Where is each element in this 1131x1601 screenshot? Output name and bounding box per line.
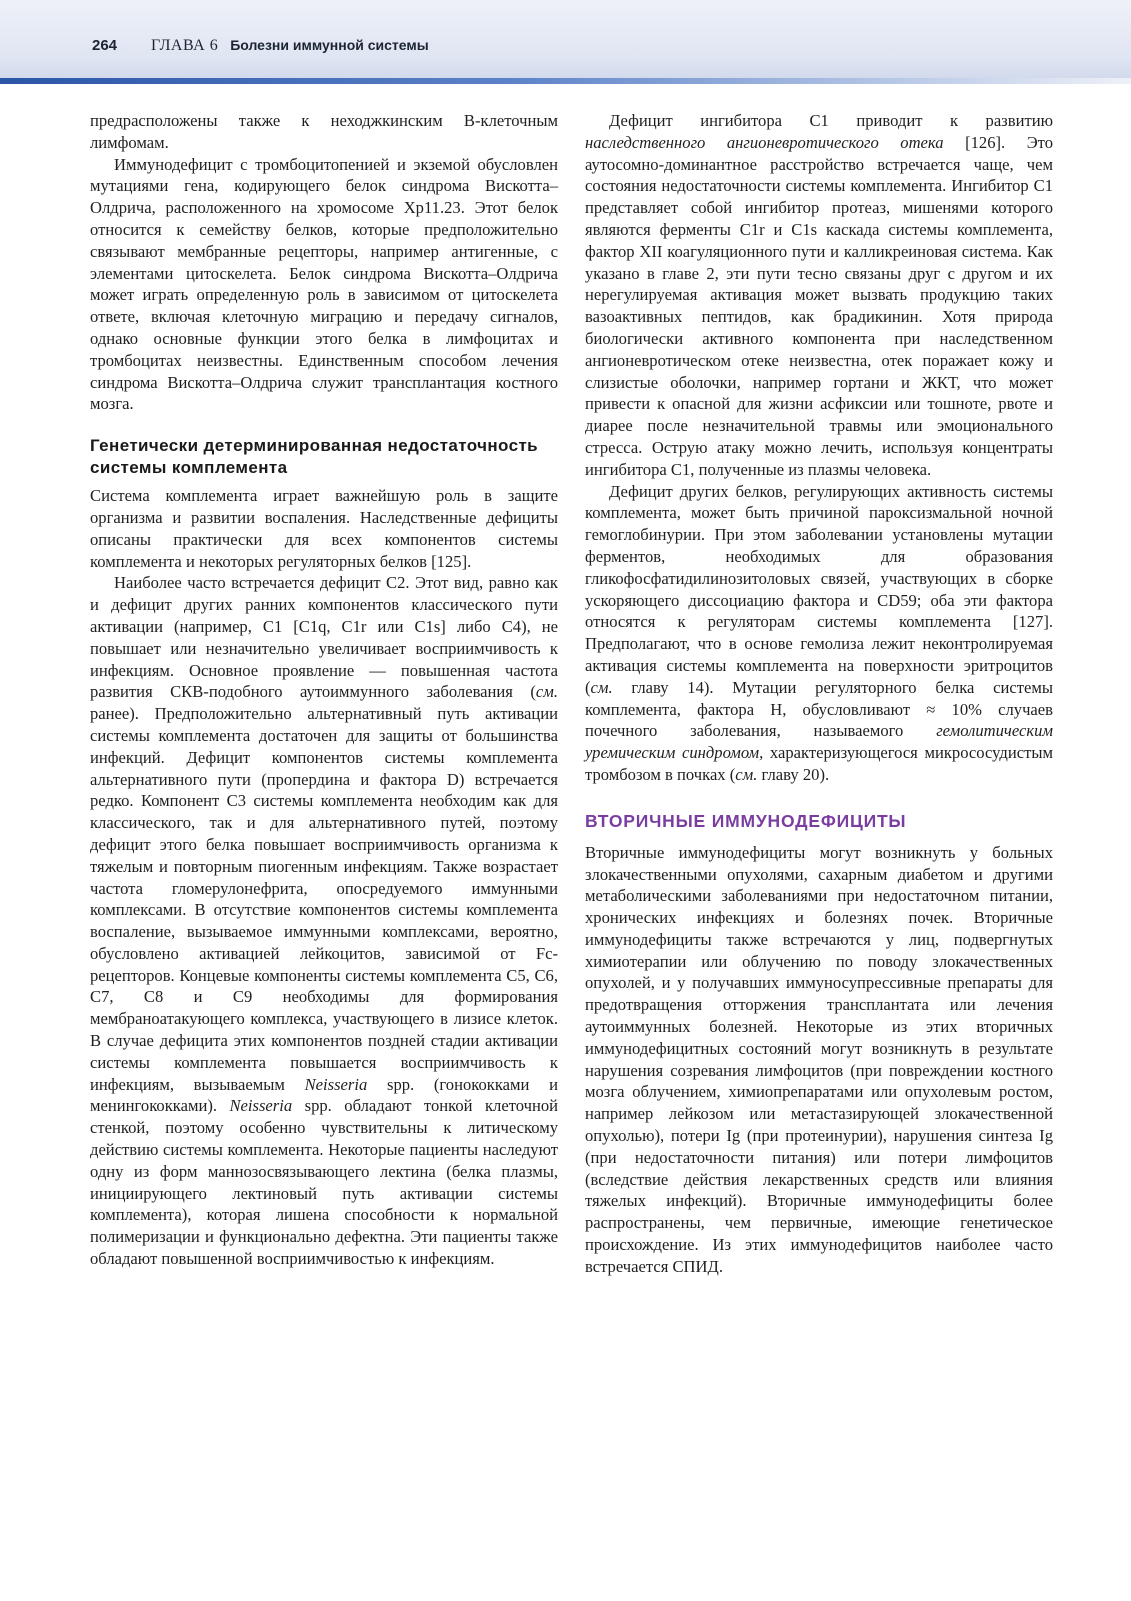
page-number: 264 — [92, 37, 118, 54]
italic-term: гемолитическим уремическим синдромом, — [585, 721, 1053, 763]
text-run: главу 14). Мутации регуляторного белка системы комплемента, фактора Н, обусловливают ≈ 10% случаев почечного заболевания, называемого — [585, 677, 1053, 741]
text-run: spp. (гонококками и менингококками). — [90, 1074, 558, 1116]
italic-run: см. — [735, 764, 758, 784]
paragraph: предрасположены также к неходжкинским В-клеточным лимфомам. — [90, 111, 558, 152]
right-column — [585, 110, 1053, 1278]
running-head — [92, 37, 429, 59]
chapter-label: ГЛАВА 6 — [151, 37, 219, 54]
italic-term: наследственного ангионевротического отека — [585, 132, 944, 152]
text-run: характеризующегося микрососудистым тромбозом в почках ( — [585, 743, 1053, 784]
paragraph — [90, 572, 558, 1270]
paragraph: Система комплемента играет важнейшую роль в защите организма и развитии воспаления. Наследственные дефициты описаны практически для всех компонентов системы комплемента и некоторых регуляторных белков [125]. — [90, 486, 558, 571]
text-run: главу 20). — [757, 764, 830, 784]
header-rule — [0, 78, 1131, 84]
text-run: spp. обладают тонкой клеточной стенкой, поэтому особенно чувствительны к литическому действию системы комплемента. Некоторые пациенты наследуют одну из форм маннозосвязывающего лектина (белка плазмы, инициирующего лектиновый путь активации системы комплемента), которая лишена способности к нормальной полимеризации и функционально дефектна. Эти пациенты также обладают повышенной восприимчивостью к инфекциям. — [90, 1096, 559, 1269]
text-run: Наиболее часто встречается дефицит С2. Этот вид, равно как и дефицит других ранних компонентов классического пути активации (например, С1 [С1q, С1r или С1s] либо С4), не повышает или незначительно увеличивает восприимчивость к инфекциям. Основное проявление — повышенная частота развития СКВ-подобного аутоиммунного заболевания ( — [90, 573, 558, 702]
text-run: ранее). Предположительно альтернативный путь активации системы комплемента достаточен для защиты от большинства инфекций. Дефицит компонентов системы комплемента альтернативного пути (пропердина и фактора D) встречается редко. Компонент С3 системы комплемента необходим как для классического, так и для альтернативного путей, поэтому дефицит этого белка повышает восприимчивость организма к тяжелым и повторным пиогенным инфекциям. Также возрастает частота гломерулонефрита, опосредуемого иммунными комплексами. В отсутствие компонентов системы комплемента воспаление, вызываемое иммунными комплексами, вероятно, обусловлено активацией лейкоцитов, зависимой от Fc-рецепторов. Концевые компоненты системы комплемента С5, С6, С7, С8 и С9 необходимы для формирования мембраноатакующего комплекса, участвующего в лизисе клеток. В случае дефицита этих компонентов поздней стадии активации системы комплемента повышается восприимчивость к инфекциям, вызываемым — [90, 704, 558, 1094]
italic-run: см. — [590, 677, 613, 697]
italic-run: Neisseria — [229, 1096, 293, 1116]
italic-run: Neisseria — [304, 1074, 368, 1094]
paragraph: Иммунодефицит с тромбоцитопенией и экземой обусловлен мутациями гена, кодирующего белок синдрома Вискотта–Олдрича, расположенного на хромосоме Xp11.23. Этот белок относится к семейству белков, которые предположительно связывают мембранные рецепторы, например антигенные, с элементами цитоскелета. Белок синдрома Вискотта–Олдрича может играть определенную роль в зависимом от цитоскелета ответе, включая клеточную миграцию и передачу сигналов, однако основные функции этого белка в лимфоцитах и тромбоцитах неизвестны. Единственным способом лечения синдрома Вискотта–Олдрича служит трансплантация костного мозга. — [90, 154, 558, 414]
italic-run: см. — [535, 682, 558, 702]
text-run: [126]. Это аутосомно-доминантное расстройство встречается чаще, чем состояния недостаточности системы комплемента. Ингибитор С1 представляет собой ингибитор протеаз, мишенями которого являются ферменты С1r и С1s каскада системы комплемента, фактор XII коагуляционного пути и калликреиновая система. Как указано в главе 2, эти пути тесно связаны друг с другом и их нерегулируемая активация может вызвать продукцию таких вазоактивных пептидов, как брадикинин. Хотя природа биологически активного компонента при наследственном ангионевротическом отеке неизвестна, отек поражает кожу и слизистые оболочки, например гортани и ЖКТ, что может привести к опасной для жизни асфиксии или тошноте, рвоте и диарее после незначительной травмы или эмоционального стресса. Острую атаку можно лечить, используя концентраты ингибитора С1, полученные из плазмы человека. — [585, 132, 1053, 479]
text-run: Дефицит других белков, регулирующих активность системы комплемента, может быть причиной пароксизмальной ночной гемоглобинурии. При этом заболевании установлены мутации ферментов, необходимых для образования гликофосфатидилинозитоловых связей, участвующих в сборке ускоряющего диссоциацию фактора и CD59; оба эти фактора относятся к регуляторам системы комплемента [127]. Предполагают, что в основе гемолиза лежит неконтролируемая активация системы комплемента на поверхности эритроцитов ( — [585, 481, 1053, 697]
text-run: Дефицит ингибитора С1 приводит к развитию — [609, 111, 1053, 130]
subsection-heading: Генетически детерминированная недостаточность системы комплемента — [90, 436, 539, 478]
paragraph: Вторичные иммунодефициты могут возникнуть у больных злокачественными опухолями, сахарным диабетом и другими метаболическими заболеваниями при недостаточном питании, хронических инфекциях и болезнях почек. Вторичные иммунодефициты также встречаются у лиц, подвергнутых химиотерапии или облучению по поводу злокачественных опухолей, и у получавших иммуносупрессивные препараты для предотвращения отторжения трансплантата или лечения аутоиммунных болезней. Некоторые из этих вторичных иммунодефицитных состояний могут возникнуть в результате нарушения созревания лимфоцитов (при повреждении костного мозга облучением, химиопрепаратами или опухолевым ростом, например лейкозом или метастазирующей злокачественной опухолью), потери Ig (при протеинурии), нарушения синтеза Ig (при недостаточности питания) или потери лимфоцитов (вследствие действия лекарственных средств или влияния тяжелых инфекций). Вторичные иммунодефициты более распространены, чем первичные, имеющие генетическое происхождение. Из этих иммунодефицитов наиболее часто встречается СПИД. — [585, 842, 1053, 1276]
chapter-title: Болезни иммунной системы — [230, 37, 429, 53]
section-heading: ВТОРИЧНЫЕ ИММУНОДЕФИЦИТЫ — [585, 810, 907, 831]
paragraph — [585, 481, 1053, 786]
left-column — [90, 110, 558, 1270]
paragraph — [585, 110, 1053, 481]
